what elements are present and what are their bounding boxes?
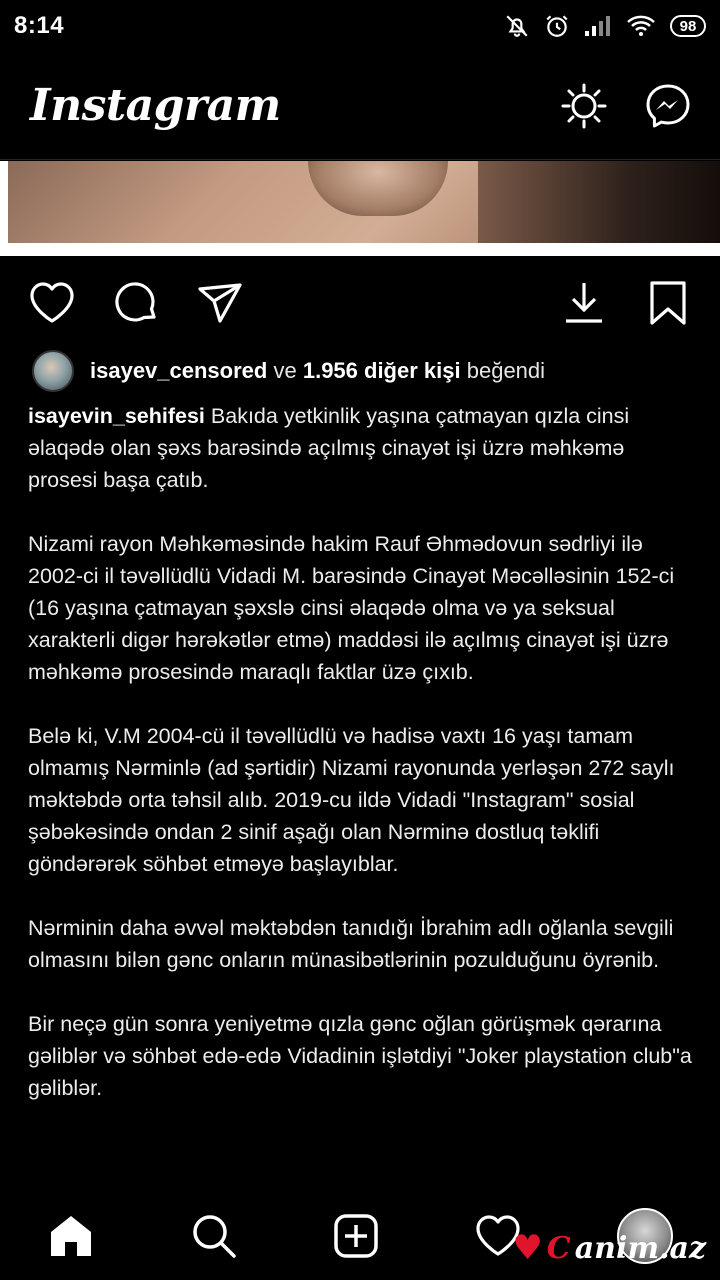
caption-text: Bakıda yetkinlik yaşına çatmayan qızla cinsi əlaqədə olan şəxs barəsində açılmış cinayət işi üzrə məhkəmə prosesi başa çatıb.: [28, 404, 630, 492]
app-header: [0, 52, 720, 160]
home-icon[interactable]: [47, 1212, 95, 1260]
liker-username[interactable]: isayev_censored: [90, 358, 268, 383]
mute-icon: [504, 13, 530, 39]
header-actions: [560, 82, 692, 130]
post-actions-right: [560, 279, 692, 327]
signal-icon: [584, 15, 612, 37]
likes-and: ve: [273, 358, 297, 383]
search-icon[interactable]: [190, 1212, 238, 1260]
status-time: 8:14: [14, 12, 65, 39]
new-post-icon[interactable]: [332, 1212, 380, 1260]
heart-icon[interactable]: [28, 279, 76, 327]
battery-icon: 98: [670, 15, 706, 37]
post-image-content: [8, 161, 720, 243]
watermark-text: anim.az: [574, 1230, 706, 1266]
share-icon[interactable]: [196, 279, 244, 327]
caption-paragraph: [28, 400, 696, 496]
post-caption: [28, 400, 696, 1136]
likes-summary: [32, 350, 545, 392]
post-image[interactable]: [0, 161, 720, 256]
post-image-shadow: [478, 161, 720, 243]
watermark-logo: [512, 1226, 706, 1270]
likes-suffix: beğendi: [466, 358, 546, 383]
caption-paragraph: Nizami rayon Məhkəməsində hakim Rauf Əhmədovun sədrliyi ilə 2002-ci il təvəllüdlü Vidadi M. barəsində Cinayət Məcəlləsinin 152-ci (16 yaşına çatmayan şəxslə cinsi əlaqədə olma və ya seksual xarakterli digər hərəkətlər etmə) maddəsi ilə açılmış cinayət işi üzrə məhkəmə prosesində maraqlı faktlar üzə çıxıb.: [28, 532, 675, 684]
instagram-logo[interactable]: Instagram: [30, 80, 281, 131]
download-icon[interactable]: [560, 279, 608, 327]
alarm-icon: [544, 13, 570, 39]
messenger-icon[interactable]: [644, 82, 692, 130]
likes-text[interactable]: [90, 358, 545, 384]
post-actions: [0, 268, 720, 338]
caption-paragraph: Belə ki, V.M 2004-cü il təvəllüdlü və hadisə vaxtı 16 yaşı tamam olmamış Nərminlə (ad şərtidir) Nizami rayonunda yerləşən 272 saylı məktəbdə orta təhsil alıb. 2019-cu ildə Vidadi "Instagram" sosial şəbəkəsində ondan 2 sinif aşağı olan Nərminə dostluq təklifi göndərərək söhbət etməyə başlayıblar.: [28, 724, 675, 876]
comment-icon[interactable]: [112, 279, 160, 327]
activity-sun-icon[interactable]: [560, 82, 608, 130]
likes-count[interactable]: 1.956 diğer kişi: [302, 358, 461, 383]
post-actions-left: [28, 279, 244, 327]
watermark-c: C: [546, 1230, 571, 1266]
status-icons: [504, 13, 706, 39]
caption-paragraph: Nərminin daha əvvəl məktəbdən tanıdığı İbrahim adlı oğlanla sevgili olmasını bilən gənc onların münasibətlərinin pozulduğunu öyrənib.: [28, 916, 674, 972]
post-image-shape: [308, 161, 448, 216]
wifi-icon: [626, 14, 656, 38]
avatar[interactable]: [32, 350, 74, 392]
status-bar: [0, 0, 720, 52]
caption-author[interactable]: isayevin_sehifesi: [28, 404, 205, 428]
watermark-heart-icon: ♥: [512, 1228, 543, 1268]
bookmark-icon[interactable]: [644, 279, 692, 327]
caption-paragraph: Bir neçə gün sonra yeniyetmə qızla gənc oğlan görüşmək qərarına gəliblər və söhbət edə-edə Vidadinin işlətdiyi "Joker playstation club"a gəliblər.: [28, 1012, 692, 1100]
